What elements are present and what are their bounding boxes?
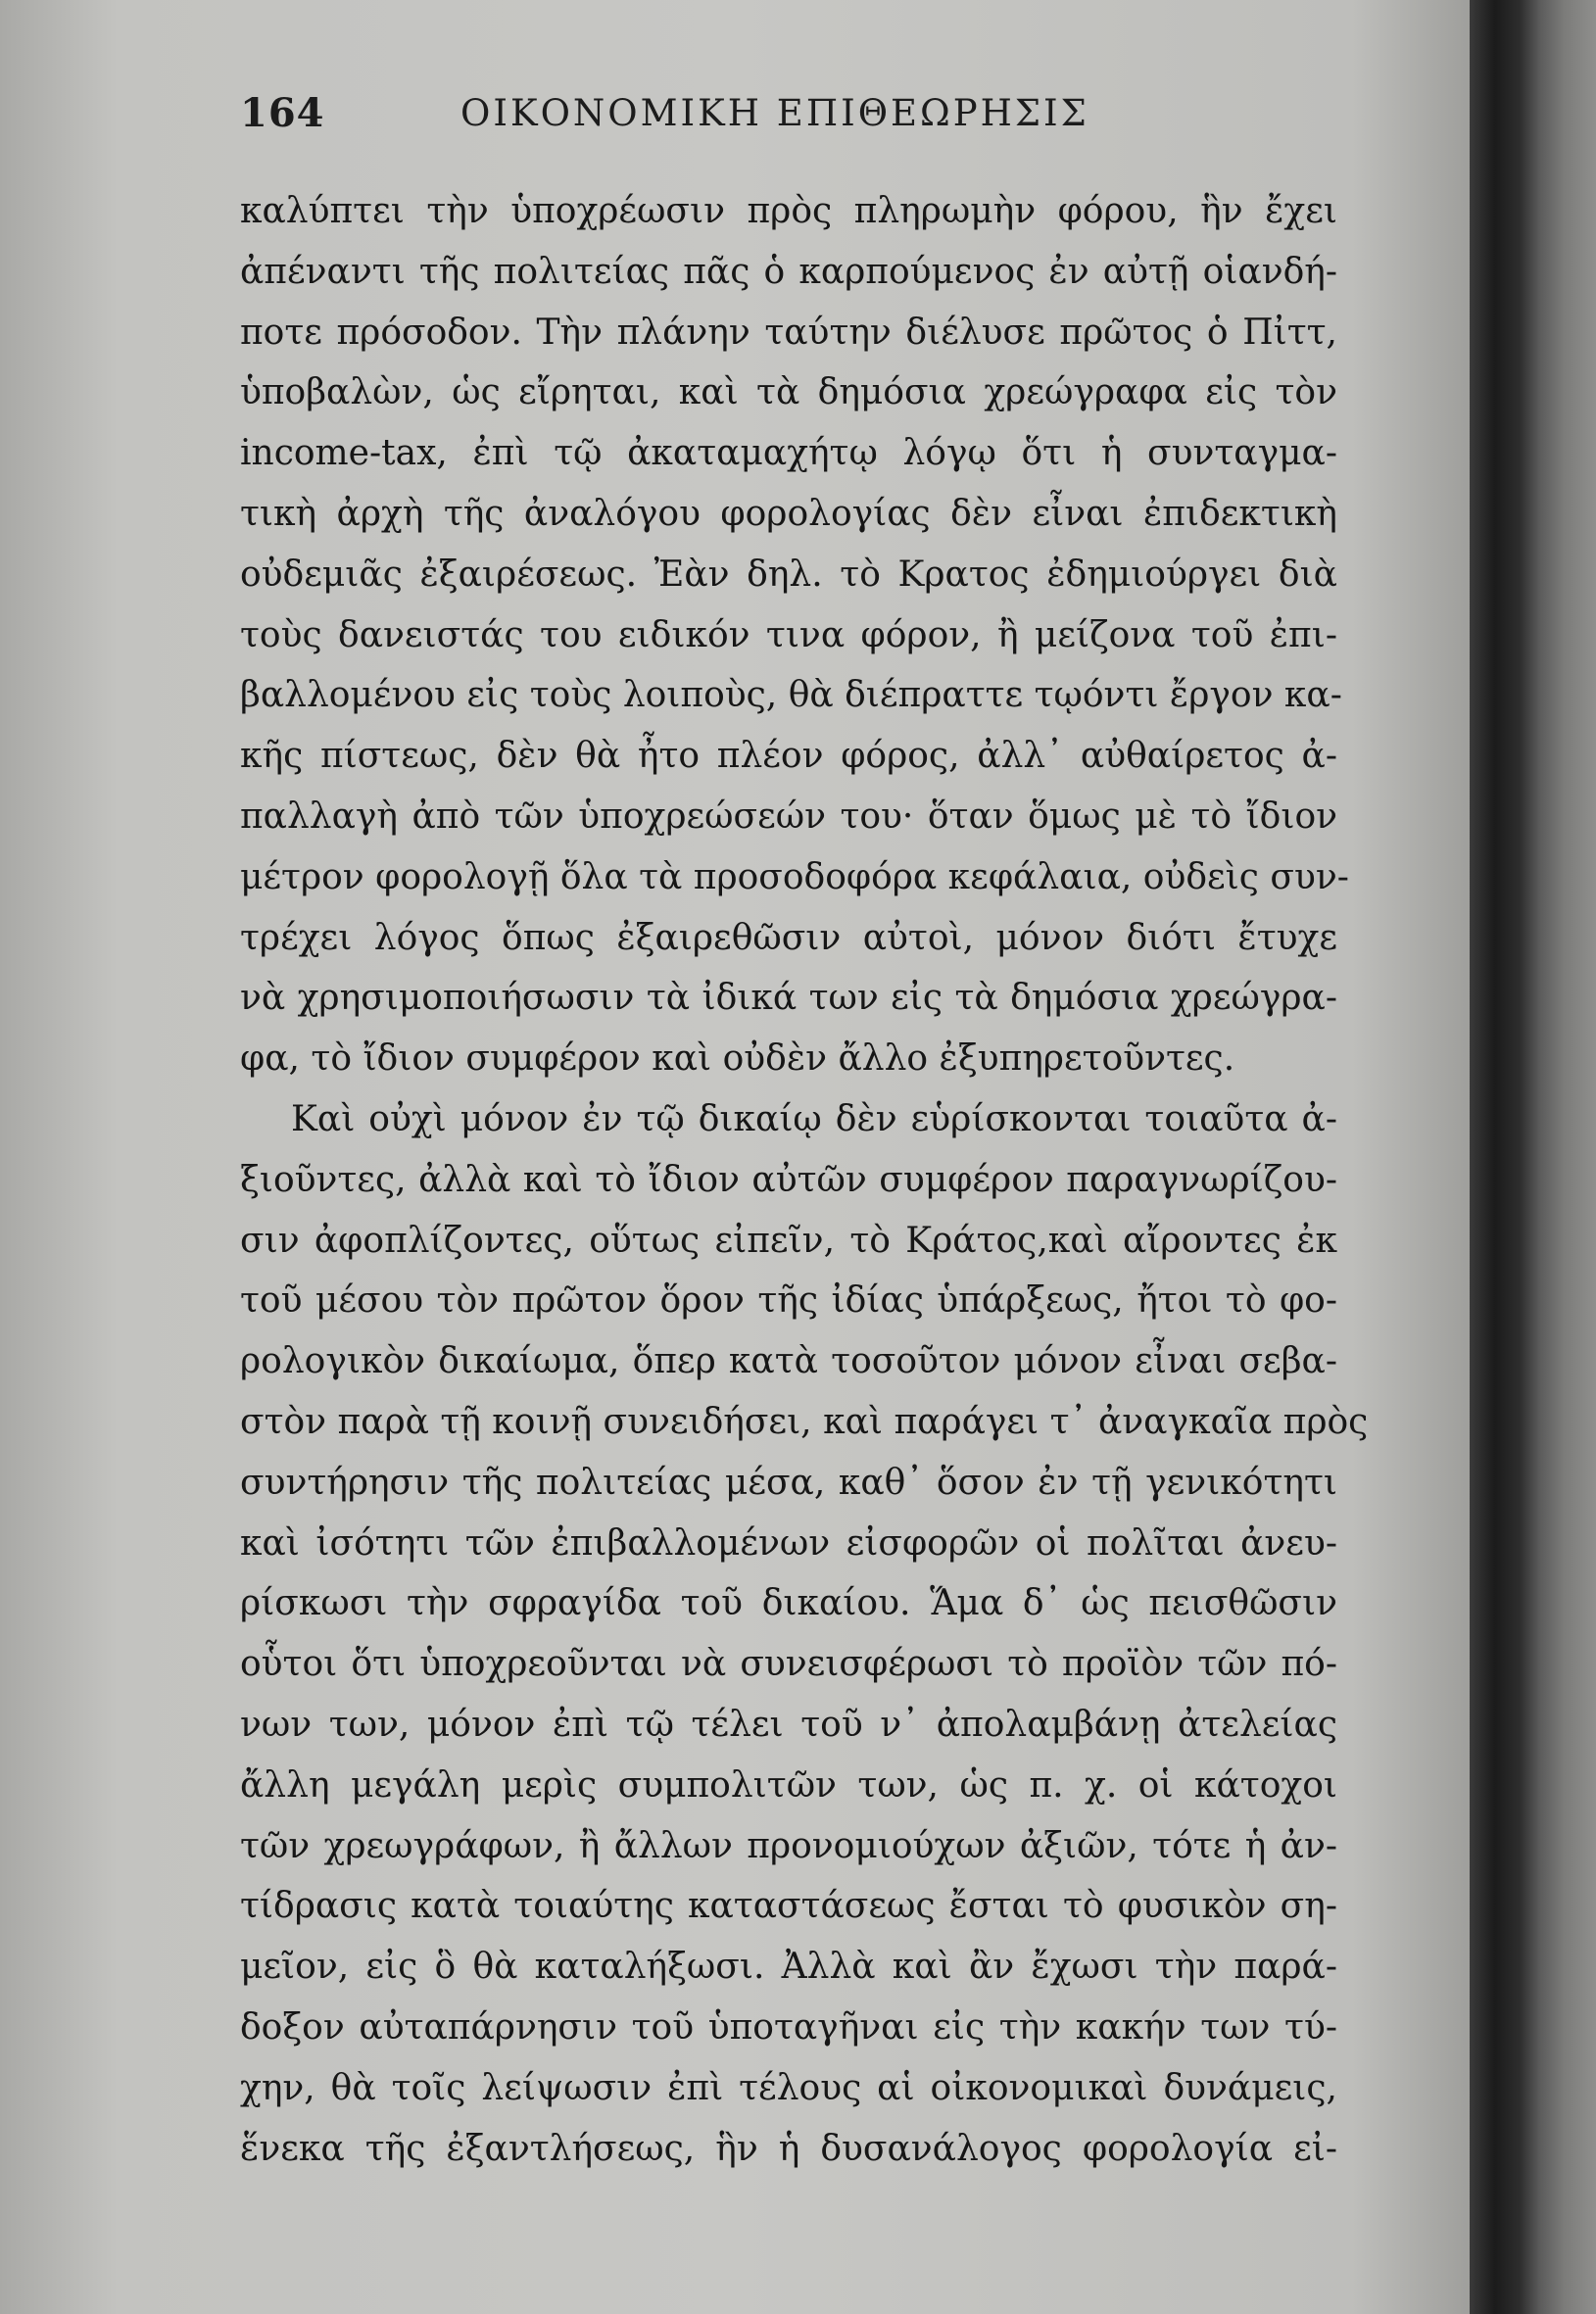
text-line: ξιοῦντες, ἀλλὰ καὶ τὸ ἴδιον αὐτῶν συμφέρον παραγνωρίζου- [240,1159,1337,1200]
text-line: στὸν παρὰ τῇ κοινῇ συνειδήσει, καὶ παράγει τ᾽ ἀναγκαῖα πρὸς [240,1401,1369,1442]
text-line: ἕνεκα τῆς ἐξαντλήσεως, ἣν ἡ δυσανάλογος φορολογία εἰ- [240,2128,1337,2169]
text-line: ρίσκωσι τὴν σφραγίδα τοῦ δικαίου. Ἅμα δ᾽ ὡς πεισθῶσιν [240,1583,1337,1624]
text-line: παλλαγὴ ἀπὸ τῶν ὑποχρεώσεών του· ὅταν ὅμως μὲ τὸ ἴδιον [240,795,1337,837]
text-line: τοὺς δανειστάς του ειδικόν τινα φόρον, ἢ μείζονα τοῦ ἐπι- [240,614,1337,655]
text-line: ὑποβαλὼν, ὡς εἴρηται, καὶ τὰ δημόσια χρεώγραφα εἰς τὸν [240,372,1337,413]
text-line: τοῦ μέσου τὸν πρῶτον ὅρον τῆς ἰδίας ὑπάρξεως, ἤτοι τὸ φο- [240,1280,1337,1322]
text-line: κῆς πίστεως, δὲν θὰ ἦτο πλέον φόρος, ἀλλ᾽ αὐθαίρετος ἀ- [240,736,1337,777]
text-line: ἀπέναντι τῆς πολιτείας πᾶς ὁ καρπούμενος ἐν αὐτῇ οἱανδή- [240,251,1337,292]
text-line: income-tax, ἐπὶ τῷ ἀκαταμαχήτῳ λόγῳ ὅτι ἡ συνταγμα- [240,433,1337,474]
text-line: ρολογικὸν δικαίωμα, ὅπερ κατὰ τοσοῦτον μόνον εἶναι σεβα- [240,1341,1337,1382]
text-line: μεῖον, εἰς ὃ θὰ καταλήξωσι. Ἀλλὰ καὶ ἂν ἔχωσι τὴν παρά- [240,1947,1337,1988]
text-line: τρέχει λόγος ὅπως ἐξαιρεθῶσιν αὐτοὶ, μόνον διότι ἔτυχε [240,917,1337,958]
text-line: καὶ ἰσότητι τῶν ἐπιβαλλομένων εἰσφορῶν οἱ πολῖται ἀνευ- [240,1522,1337,1564]
page-header [240,90,1318,149]
running-title: ΟΙΚΟΝΟΜΙΚΗ ΕΠΙΘΕΩΡΗΣΙΣ [460,92,1089,134]
text-line: οὐδεμιᾶς ἐξαιρέσεως. Ἐὰν δηλ. τὸ Κρατος ἐδημιούργει διὰ [240,554,1337,595]
text-line: συντήρησιν τῆς πολιτείας μέσα, καθ᾽ ὅσον ἐν τῇ γενικότητι [240,1462,1337,1503]
book-binding-edge [1470,0,1596,2314]
text-line: Καὶ οὐχὶ μόνον ἐν τῷ δικαίῳ δὲν εὑρίσκονται τοιαῦτα ἀ- [291,1098,1337,1139]
text-line: σιν ἀφοπλίζοντες, οὕτως εἰπεῖν, τὸ Κράτος,καὶ αἴροντες ἐκ [240,1220,1337,1261]
text-line: μέτρον φορολογῇ ὅλα τὰ προσοδοφόρα κεφάλαια, οὐδεὶς συν- [240,856,1349,897]
text-line: νὰ χρησιμοποιήσωσιν τὰ ἰδικά των εἰς τὰ δημόσια χρεώγρα- [240,978,1337,1019]
text-line: βαλλομένου εἰς τοὺς λοιποὺς, θὰ διέπραττε τῳόντι ἔργον κα- [240,675,1342,716]
text-line: φα, τὸ ἴδιον συμφέρον καὶ οὐδὲν ἄλλο ἐξυπηρετοῦντες. [240,1038,1235,1080]
text-line: χην, θὰ τοῖς λείψωσιν ἐπὶ τέλους αἱ οἰκονομικαὶ δυνάμεις, [240,2067,1337,2108]
text-line: οὗτοι ὅτι ὑποχρεοῦνται νὰ συνεισφέρωσι τὸ προϊὸν τῶν πό- [240,1644,1337,1685]
text-line: νων των, μόνον ἐπὶ τῷ τέλει τοῦ ν᾽ ἀπολαμβάνῃ ἀτελείας [240,1704,1337,1745]
text-line: ἄλλη μεγάλη μερὶς συμπολιτῶν των, ὡς π. χ. οἱ κάτοχοι [240,1764,1337,1806]
text-line: ποτε πρόσοδον. Τὴν πλάνην ταύτην διέλυσε πρῶτος ὁ Πἰττ, [240,312,1337,353]
text-line: τῶν χρεωγράφων, ἢ ἄλλων προνομιούχων ἀξιῶν, τότε ἡ ἀν- [240,1825,1337,1866]
page-number: 164 [240,90,325,136]
text-line: τικὴ ἀρχὴ τῆς ἀναλόγου φορολογίας δὲν εἶναι ἐπιδεκτικὴ [240,493,1337,534]
body-text [240,181,1369,2179]
text-line: τίδρασις κατὰ τοιαύτης καταστάσεως ἔσται τὸ φυσικὸν ση- [240,1886,1337,1927]
text-line: καλύπτει τὴν ὑποχρέωσιν πρὸς πληρωμὴν φόρου, ἣν ἔχει [240,191,1337,231]
text-line: δοξον αὐταπάρνησιν τοῦ ὑποταγῆναι εἰς τὴν κακήν των τύ- [240,2006,1337,2048]
